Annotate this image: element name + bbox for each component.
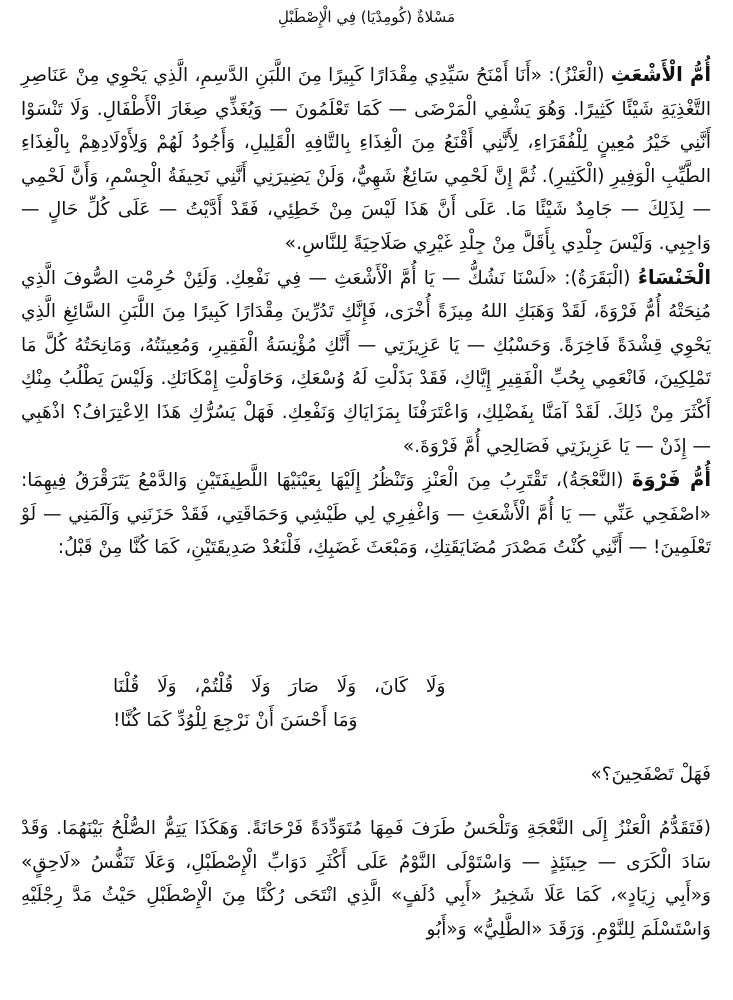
dialogue-text: «لَسْنَا نَشُكُّ — يَا أُمَّ الْأَشْعَثِ — فِي نَفْعِكِ. وَلَئِنْ حُرِمْتِ الصُّوفَ الَّذِي مُنِحَتْهُ أُمُّ فَرْوَةَ، لَقَدْ وَهَبَكِ اللهُ مِيزَةً أُخْرَى، فَإِنَّكِ تَدُرِّينَ مِقْدَارًا كَبِيرًا مِنَ اللَّبَنِ السَّائِغِ الَّذِي يَحْوِي قِشْدَةً فَاخِرَةً. وَحَسْبُكِ — يَا عَزِيزَتِي — أَنَّكِ مُؤْنِسَةُ الْفَقِيرِ، وَمُعِينَتُهُ، وَمَانِحَتُهُ كُلَّ مَا تَمْلِكِينَ، فَانْعَمِي بِحُبِّ الْفَقِيرِ إِيَّاكِ، فَقَدْ بَذَلْتِ لَهُ وُسْعَكِ، وَحَاوَلْتِ إِمْكَانَكِ. وَلَيْسَ يَطْلُبُ مِنْكِ أَكْثَرَ مِنْ ذَلِكَ. لَقَدْ آمَنَّا بِفَضْلِكِ، وَاعْتَرَفْنَا بِمَزَايَاكِ وَنَفْعِكِ. فَهَلْ يَسُرُّكِ هَذَا الِاعْتِرَافُ؟ اذْهَبِي — إِذَنْ — يَا عَزِيزَتِي فَصَالِحِي أُمَّ فَرْوَةَ.» bbox=[21, 267, 711, 457]
dialogue-paragraph-goat bbox=[21, 58, 711, 261]
dialogue-text: تَقْتَرِبُ مِنَ الْعَنْزِ وَتَنْظُرُ إِلَيْهَا بِعَيْنَيْهَا اللَّطِيفَتَيْنِ وَالدَّمْعُ يَتَرَقْرَقُ فِيهِمَا: «اصْفَحِي عَنِّي — يَا أُمَّ الْأَشْعَثِ — وَاغْفِرِي لِي طَيْشِي وَحَمَاقَتِي، فَقَدْ حَزَنَنِي وَآلَمَنِي — لَوْ تَعْلَمِينَ! — أَنَّنِي كُنْتُ مَصْدَرَ مُضَايَقَتِكِ، وَمَبْعَثَ غَضَبِكِ، فَلْنَعُدْ صَدِيقَتَيْنِ، كَمَا كُنَّا مِنْ قَبْلُ: bbox=[21, 470, 711, 559]
dialogue-paragraph-cow bbox=[21, 261, 711, 464]
speaker-role: (النَّعْجَةُ)، bbox=[555, 470, 624, 492]
speaker-name: أُمُّ فَرْوَةَ bbox=[632, 468, 712, 492]
dialogue-paragraph-ewe bbox=[21, 463, 711, 565]
running-title: مَسْلاةٌ (كُومِدْيَا) فِي الْإِصْطَبْلِ bbox=[277, 8, 456, 26]
speaker-name: الْخَنْسَاءُ bbox=[637, 265, 711, 289]
verse-block bbox=[113, 670, 633, 738]
speaker-role: (الْبَقَرَةُ): bbox=[564, 267, 631, 289]
verse-line: وَلَا كَانَ، وَلَا صَارَ وَلَا قُلْتُمْ، وَلَا قُلْنَا bbox=[113, 676, 446, 697]
narration-paragraph: (فَتَقَدُّمُ الْعَنْزُ إِلَى النَّعْجَةِ وَتَلْحَسُ طَرَفَ فَمِهَا مُتَوَدِّدَةً فَرْحَانَةً. وَهَكَذَا يَتِمُّ الصُّلْحُ بَيْنَهُمَا. وَقَدْ سَادَ الْكَرَى — حِينَئِذٍ — وَاسْتَوْلَى النَّوْمُ عَلَى أَكْثَرِ دَوَابِّ الْإِصْطَبْلِ، وَعَلَا تَنَفُّسُ «لَاحِقٍ» وَ«أَبِي زِيَادٍ»، كَمَا عَلَا شَخِيرُ «أَبِي دُلَفٍ» الَّذِي انْتَحَى رُكْنًا مِنَ الْإِصْطَبْلِ حَيْثُ مَدَّ رِجْلَيْهِ وَاسْتَسْلَمَ لِلنَّوْمِ. وَرَقَدَ «الطَّلِيُّ» وَ«أَبُو bbox=[21, 818, 711, 940]
closing-question: فَهَلْ تَصْفَحِينَ؟» bbox=[590, 764, 711, 785]
verse-line: وَمَا أَحْسَنَ أَنْ نَرْجِعَ لِلْوُدِّ كَمَا كُنَّا! bbox=[113, 710, 358, 731]
speaker-name: أُمُّ الْأَشْعَثِ bbox=[610, 63, 712, 86]
dialogue-text: «أَنَا أَمْنَحُ سَيِّدِي مِقْدَارًا كَبِيرًا مِنَ اللَّبَنِ الدَّسِمِ، الَّذِي يَحْوِي مِنْ عَنَاصِرِ التَّغْذِيَةِ شَيْئًا كَثِيرًا. وَهُوَ يَشْفِي الْمَرْضَى — كَمَا تَعْلَمُونَ — وَيُغَذِّي صِغَارَ الْأَطْفَالِ. وَلَا تَنْسَوْا أَنَّنِي خَيْرُ مُعِينٍ لِلْفُقَرَاءِ، لِأَنَّنِي أَقْنَعُ مِنَ الْغِذَاءِ بِالتَّافِهِ الْقَلِيلِ، وَأَجُودُ لَهُمْ وَلِأَوْلَادِهِمْ بِالْغِذَاءِ الطَّيِّبِ الْوَفِيرِ (الْكَثِيرِ). ثُمَّ إِنَّ لَحْمِي سَائِغٌ شَهِيٌّ، وَلَنْ يَضِيرَنِي أَنَّنِي نَحِيفَةُ الْجِسْمِ، وَأَنَّ لَحْمِي — لِذَلِكَ — جَامِدٌ شَيْئًا مَا. عَلَى أَنَّ هَذَا لَيْسَ مِنْ خَطِئِي، فَقَدْ أَدَّيْتُ — عَلَى كُلِّ حَالٍ — وَاجِبِي. وَلَيْسَ جِلْدِي بِأَقَلَّ مِنْ جِلْدِ غَيْرِي صَلَاحِيَةً لِلنَّاسِ.» bbox=[21, 65, 711, 254]
speaker-role: (الْعَنْزُ): bbox=[548, 65, 605, 86]
dialogue-section bbox=[21, 58, 711, 565]
